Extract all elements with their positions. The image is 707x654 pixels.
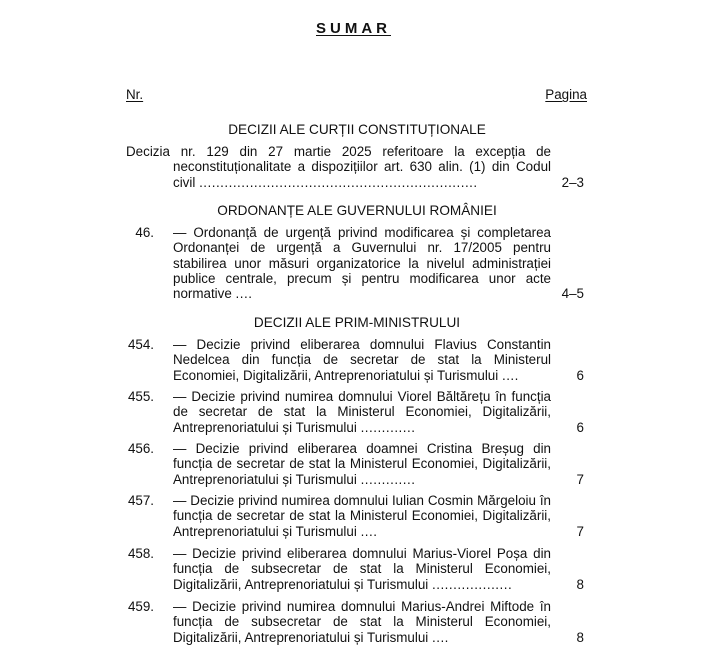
- entry-number: 455.: [127, 389, 154, 404]
- entry-number: 46.: [135, 225, 154, 240]
- entry-text: — Decizie privind numirea domnului Viorel Băltărețu în funcția de secretar de stat la Ministerul Economiei, Digitalizării, Antreprenoriatului și Turismului .............: [173, 389, 551, 435]
- leader-dots: .............: [360, 471, 416, 487]
- entry-text: neconstituționalitate a dispozițiilor art. 630 alin. (1) din Codul civil ..................................................................: [173, 159, 551, 190]
- entry-number: 454.: [127, 337, 154, 352]
- entry-text-first-line: Decizia nr. 129 din 27 martie 2025 referitoare la excepția de: [126, 144, 551, 159]
- leader-dots: ....: [432, 629, 449, 645]
- entry-page: 2–3: [561, 174, 584, 190]
- section-title-constitutional-court: DECIZII ALE CURȚII CONSTITUȚIONALE: [228, 122, 486, 137]
- entry-number: 456.: [127, 441, 154, 456]
- toc-entry[interactable]: [126, 389, 588, 435]
- toc-entry[interactable]: [126, 225, 588, 301]
- entry-text: — Decizie privind numirea domnului Marius-Andrei Miftode în funcția de subsecretar de stat la Ministerul Economiei, Digitalizării, Antreprenoriatului și Turismului ....: [173, 599, 551, 645]
- entry-text: — Ordonanță de urgență privind modificarea și completarea Ordonanței de urgență a Guvernului nr. 17/2005 pentru stabilirea unor măsuri organizatorice la nivelul administrației publice centrale, precum și pentru modificarea unor acte normative ....: [173, 225, 551, 302]
- toc-entry[interactable]: [126, 441, 588, 487]
- column-header-page: Pagina: [545, 87, 587, 102]
- leader-dots: ....: [501, 367, 519, 383]
- entry-page: 6: [576, 419, 584, 435]
- entry-number: 459.: [127, 599, 154, 614]
- toc-entry[interactable]: [126, 144, 588, 190]
- entry-text: — Decizie privind eliberarea doamnei Cristina Breșug din funcția de secretar de stat la Ministerul Economiei, Digitalizării, Antreprenoriatului și Turismului .............: [173, 441, 551, 487]
- section-title-government-ordinances: ORDONANȚE ALE GUVERNULUI ROMÂNIEI: [217, 203, 497, 218]
- leader-dots: ..................................................................: [199, 174, 478, 190]
- section-title-prime-minister-decisions: DECIZII ALE PRIM-MINISTRULUI: [253, 315, 461, 330]
- toc-entry[interactable]: [126, 493, 588, 539]
- page-title: SUMAR: [316, 20, 391, 37]
- entry-text: — Decizie privind eliberarea domnului Flavius Constantin Nedelcea din funcția de secretar de stat la Ministerul Economiei, Digitalizării, Antreprenoriatului și Turismului ....: [173, 337, 551, 383]
- leader-dots: ....: [235, 286, 253, 302]
- leader-dots: ....: [360, 523, 378, 539]
- entry-page: 8: [576, 629, 584, 645]
- entry-page: 8: [576, 576, 584, 592]
- toc-entry[interactable]: [126, 599, 588, 645]
- entry-text: — Decizie privind eliberarea domnului Marius-Viorel Poșa din funcția de subsecretar de stat la Ministerul Economiei, Digitalizării, Antreprenoriatului și Turismului ...................: [173, 546, 551, 592]
- entry-text: — Decizie privind numirea domnului Iulian Cosmin Mărgeloiu în funcția de secretar de stat la Ministerul Economiei, Digitalizării, Antreprenoriatului și Turismului ....: [173, 493, 551, 539]
- leader-dots: ...................: [432, 576, 513, 592]
- entry-number: 457.: [127, 493, 154, 508]
- toc-entry[interactable]: [126, 546, 588, 592]
- entry-number: 458.: [127, 546, 154, 561]
- column-header-number: Nr.: [126, 87, 144, 102]
- entry-page: 7: [576, 523, 584, 539]
- entry-page: 4–5: [561, 285, 584, 301]
- entry-page: 7: [576, 471, 584, 487]
- toc-entry[interactable]: [126, 337, 588, 383]
- leader-dots: .............: [360, 419, 416, 435]
- entry-page: 6: [576, 367, 584, 383]
